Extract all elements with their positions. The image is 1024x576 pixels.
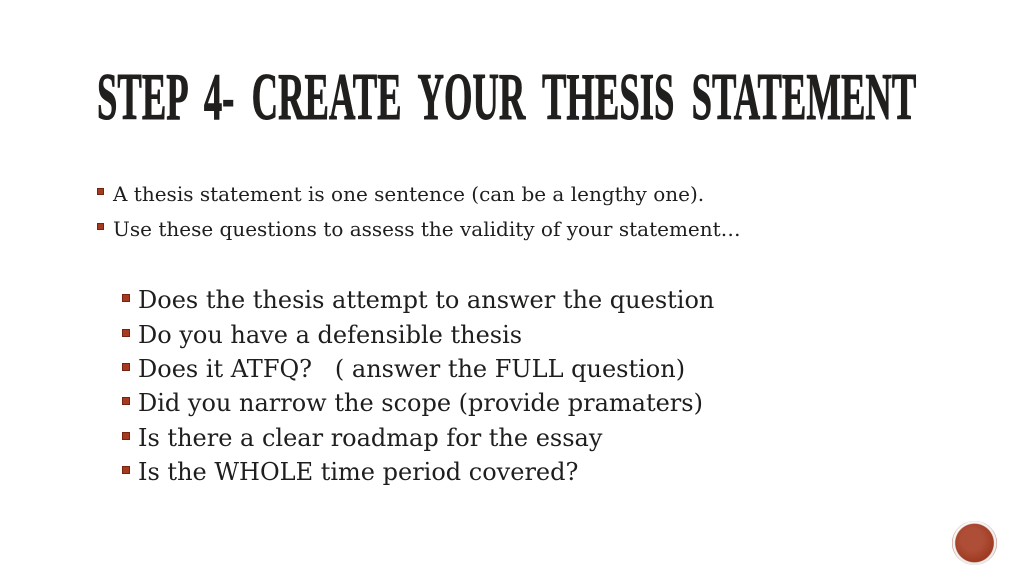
slide-title-text: STEP 4- CREATE YOUR THESIS STATEMENT bbox=[97, 60, 917, 134]
bullet-square-icon bbox=[97, 223, 104, 230]
list-item bbox=[122, 386, 714, 420]
list-item bbox=[122, 317, 714, 351]
list-item bbox=[122, 283, 714, 317]
bullet-square-icon bbox=[122, 294, 130, 302]
bullet-text: Does it ATFQ? ( answer the FULL question) bbox=[138, 354, 686, 383]
list-item bbox=[122, 421, 714, 455]
bullet-square-icon bbox=[122, 397, 130, 405]
bullet-text: Is there a clear roadmap for the essay bbox=[138, 423, 603, 452]
bullet-square-icon bbox=[97, 188, 104, 195]
bullet-text: Is the WHOLE time period covered? bbox=[138, 458, 579, 487]
bullet-square-icon bbox=[122, 363, 130, 371]
list-item bbox=[122, 455, 714, 489]
bullet-list-level2 bbox=[122, 283, 714, 489]
red-stamp-circle-icon bbox=[952, 521, 997, 565]
bullet-text: Do you have a defensible thesis bbox=[138, 320, 523, 349]
list-item bbox=[122, 352, 714, 386]
bullet-text: Does the thesis attempt to answer the question bbox=[138, 286, 715, 315]
bullet-text: Did you narrow the scope (provide pramaters) bbox=[138, 389, 703, 418]
bullet-square-icon bbox=[122, 329, 130, 337]
slide-title bbox=[97, 60, 1024, 134]
bullet-square-icon bbox=[122, 432, 130, 440]
bullet-list-level1 bbox=[97, 176, 741, 246]
bullet-square-icon bbox=[122, 466, 130, 474]
list-item bbox=[97, 176, 741, 211]
list-item bbox=[97, 211, 741, 246]
bullet-text: A thesis statement is one sentence (can be a lengthy one). bbox=[113, 181, 705, 206]
bullet-text: Use these questions to assess the validity of your statement… bbox=[113, 216, 741, 241]
